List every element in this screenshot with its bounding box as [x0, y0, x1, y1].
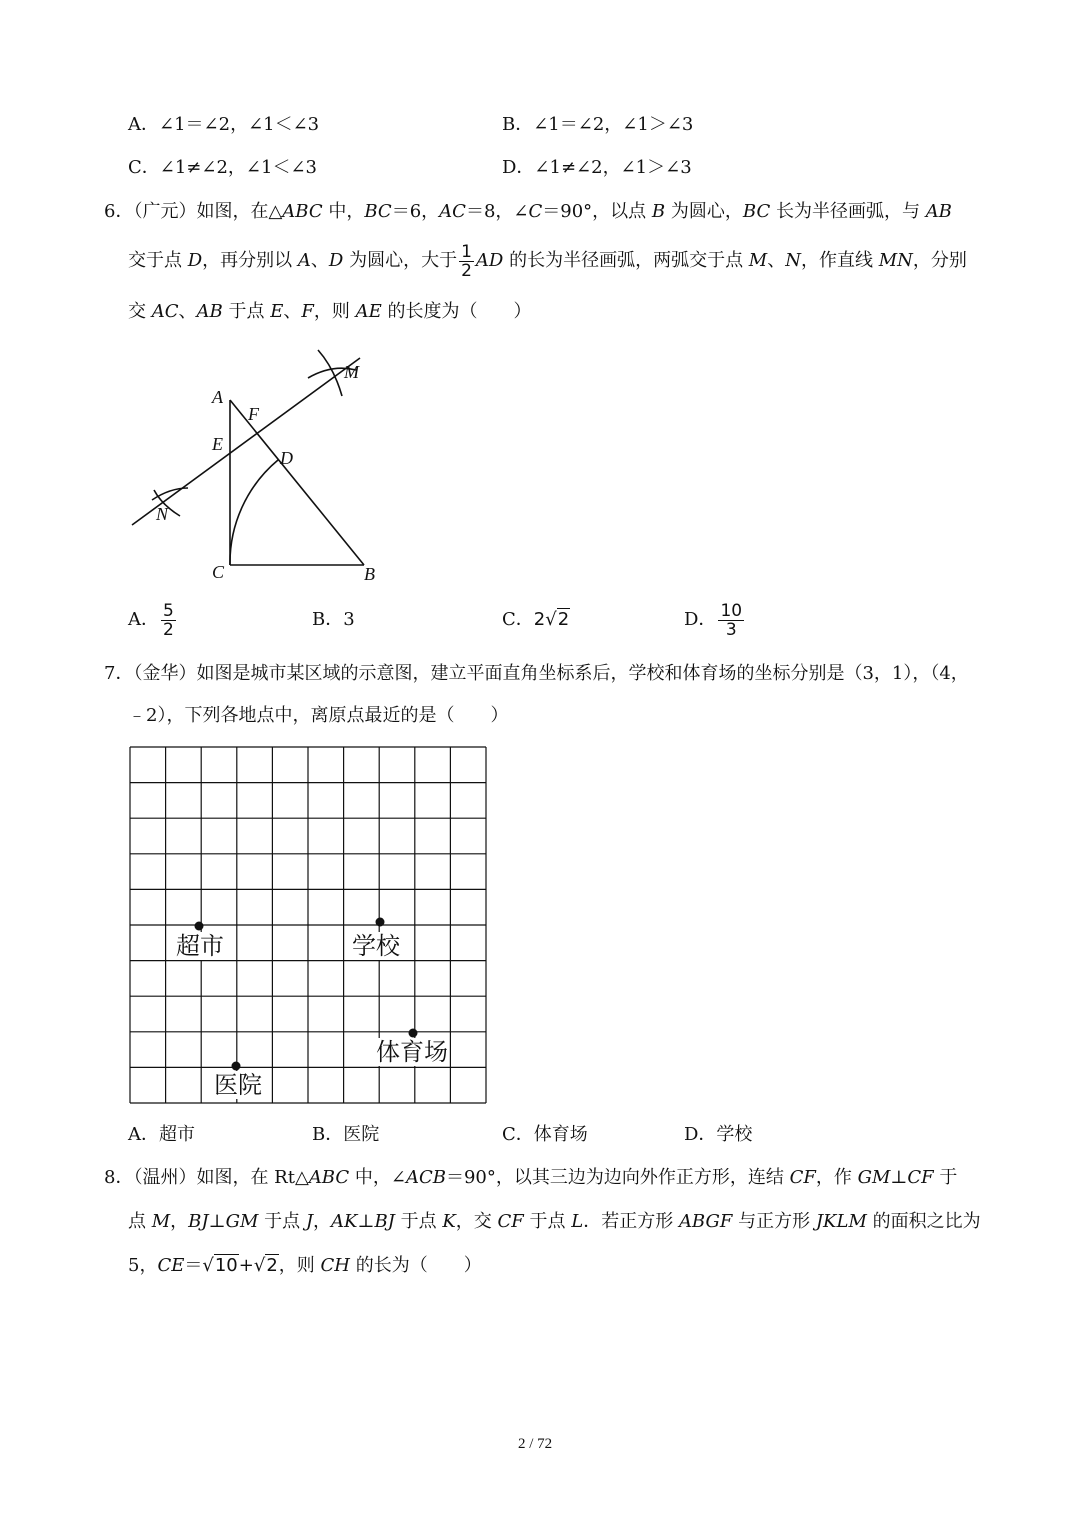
- label-b: B: [364, 564, 375, 584]
- school-point: [376, 918, 385, 927]
- q6-option-b: B．3: [312, 609, 355, 630]
- q6-line-3: 交 AC、AB 于点 E、F，则 AE 的长度为（ ）: [128, 301, 532, 322]
- q6-fraction-half: $\frac{1}{2}$: [461, 241, 472, 281]
- label-n: N: [156, 504, 169, 524]
- q6-option-a: A． $\frac{5}{2}$: [128, 600, 174, 640]
- q8-line-3: 5，CE＝√10+√2，则 CH 的长为（ ）: [128, 1255, 482, 1276]
- q6-line-1: 6．（广元）如图，在△ABC 中，BC＝6，AC＝8，∠C＝90°，以点 B 为圆心，BC 长为半径画弧，与 AB: [104, 201, 952, 222]
- label-e: E: [212, 434, 223, 454]
- segment-ab: [230, 400, 364, 565]
- q6-option-c: C．2√2: [502, 609, 570, 630]
- label-a: A: [212, 387, 223, 407]
- q8-line-1: 8．（温州）如图，在 Rt△ABC 中，∠ACB＝90°，以其三边为边向外作正方形，连结 CF，作 GM⊥CF 于: [104, 1167, 958, 1188]
- q5-option-d: D．∠1≠∠2，∠1＞∠3: [502, 157, 692, 178]
- q7-option-b: B．医院: [312, 1124, 380, 1145]
- q5-option-c: C．∠1≠∠2，∠1＜∠3: [128, 157, 317, 178]
- q6-geometry-figure: [120, 340, 410, 590]
- map-label-school: 学校: [352, 932, 400, 960]
- map-label-hospital: 医院: [214, 1071, 262, 1099]
- map-label-stadium: 体育场: [376, 1038, 448, 1066]
- q5-option-a: A．∠1＝∠2，∠1＜∠3: [128, 114, 320, 135]
- q7-line-1: 7．（金华）如图是城市某区域的示意图，建立平面直角坐标系后，学校和体育场的坐标分别是（3，1），（4，: [104, 663, 969, 684]
- arc-near-n-2: [152, 488, 188, 500]
- label-f: F: [248, 404, 259, 424]
- q7-option-d: D．学校: [684, 1124, 753, 1145]
- q6-line-2: 交于点 D，再分别以 A、D 为圆心，大于 $\frac{1}{2}$ AD 的长为半径画弧，两弧交于点 M、N，作直线 MN，分别: [128, 241, 967, 281]
- q8-line-2: 点 M，BJ⊥GM 于点 J，AK⊥BJ 于点 K，交 CF 于点 L．若正方形 ABGF 与正方形 JKLM 的面积之比为: [128, 1211, 981, 1232]
- page-number: 2 / 72: [518, 1436, 553, 1452]
- q6-option-d: D． $\frac{10}{3}$: [684, 600, 743, 640]
- q5-option-b: B．∠1＝∠2，∠1＞∠3: [502, 114, 694, 135]
- hospital-point: [232, 1062, 241, 1071]
- stadium-point: [409, 1029, 418, 1038]
- label-d: D: [280, 448, 293, 468]
- label-c: C: [212, 562, 225, 582]
- label-m: M: [344, 362, 359, 382]
- q7-option-c: C．体育场: [502, 1124, 588, 1145]
- arc-cd: [230, 460, 278, 565]
- q7-option-a: A．超市: [128, 1124, 195, 1145]
- q7-line-2: ﹣2），下列各地点中，离原点最近的是（ ）: [128, 705, 509, 726]
- map-label-supermarket: 超市: [176, 932, 224, 960]
- supermarket-point: [195, 922, 204, 931]
